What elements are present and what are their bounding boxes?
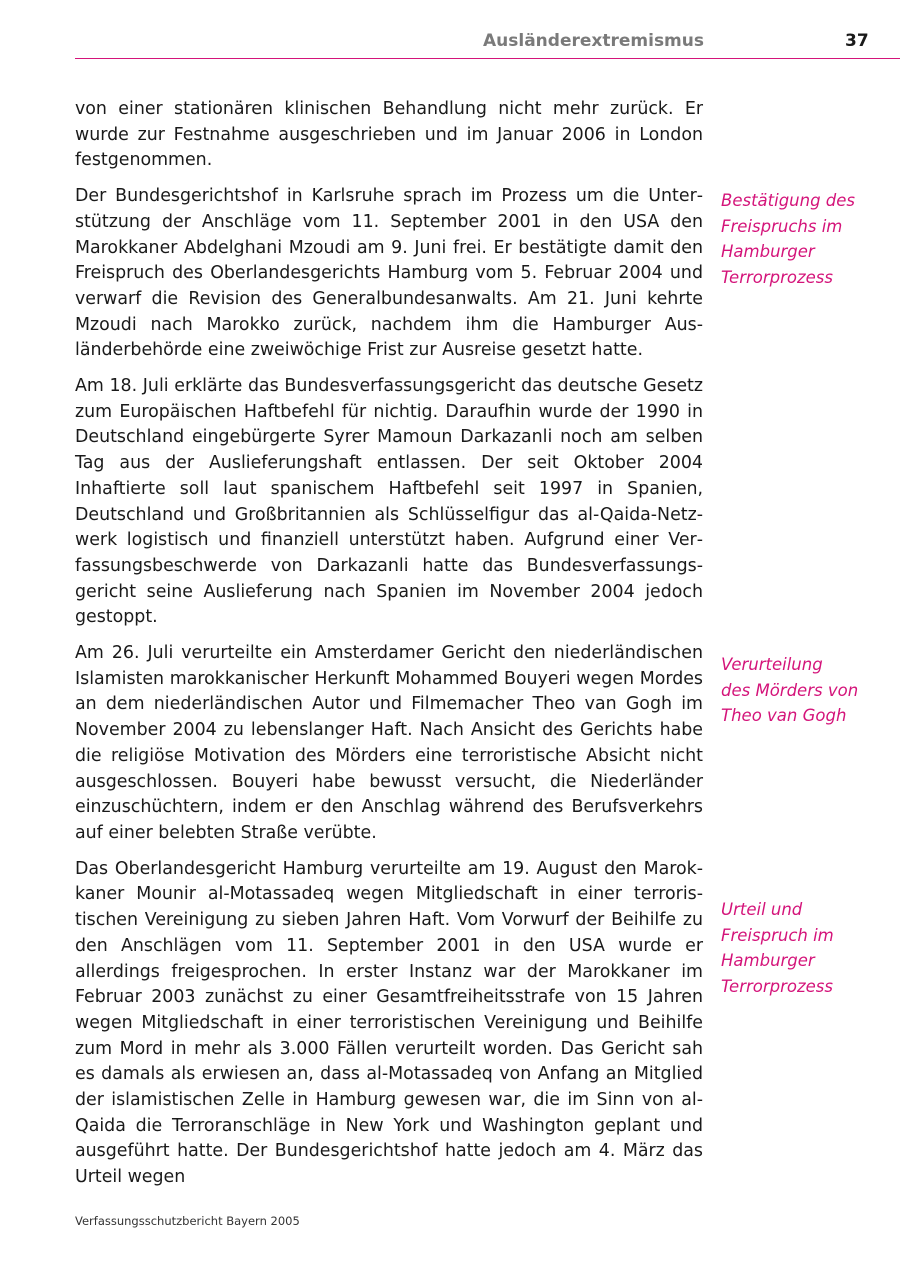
paragraph: von einer stationären klinischen Behandlung nicht mehr zurück. Er wurde zur Festnahme ausgeschrieben und im Januar 2006 in London festgenommen. xyxy=(75,99,703,171)
margin-note-line: des Mörders von xyxy=(721,680,859,700)
margin-note-line: Freispruch im xyxy=(721,925,834,945)
margin-note-line: Verurteilung xyxy=(721,655,823,674)
paragraph: Am 18. Juli erklärte das Bundesverfassungsgericht das deutsche Gesetz zum Europäischen Haftbefehl für nichtig. Daraufhin wurde der 1990 in Deutschland eingebürgerte Syrer Mamoun Darkazanli noch am selben Tag aus der Auslieferungshaft entlassen. Der seit Oktober 2004 Inhaftierte soll laut spanischem Haftbefehl seit 1997 in Spanien, Deutschland und Großbritannien als Schlüsselfigur das al-Qaida-Netzwerk logistisch und finanziell unterstützt haben. Aufgrund einer Verfassungsbeschwerde von Darkazanli hatte das Bundesverfassungsgericht seine Auslieferung nach Spanien im November 2004 jedoch gestoppt. xyxy=(75,376,703,628)
margin-note-line: Hamburger xyxy=(721,242,815,262)
paragraph: Am 26. Juli verurteilte ein Amsterdamer Gericht den niederländischen Islamisten marokkanischer Herkunft Mohammed Bouyeri wegen Mordes an dem niederländischen Autor und Filmemacher Theo van Gogh im November 2004 zu lebenslanger Haft. Nach Ansicht des Gerichts habe die religiöse Motivation des Mörders eine terroristische Absicht nicht ausgeschlossen. Bouyeri habe bewusst versucht, die Niederländer einzuschüchtern, indem er den Anschlag während des Berufsverkehrs auf einer belebten Straße verübte. xyxy=(75,643,703,843)
margin-note-line: Urteil und xyxy=(721,900,803,919)
margin-note-van-gogh xyxy=(721,652,891,729)
margin-note-line: Bestätigung des xyxy=(721,191,856,210)
margin-note-line: Freispruchs im xyxy=(721,216,843,236)
margin-note-line: Hamburger xyxy=(721,951,815,971)
margin-note-line: Theo van Gogh xyxy=(721,706,847,726)
paragraph: Das Oberlandesgericht Hamburg verurteilte am 19. August den Marokkaner Mounir al-Motassadeq wegen Mitgliedschaft in einer terroristischen Vereinigung zu sieben Jahren Haft. Vom Vorwurf der Beihilfe zu den Anschlägen vom 11. September 2001 in den USA wurde er allerdings freigesprochen. In erster Instanz war der Marokkaner im Februar 2003 zunächst zu einer Gesamtfreiheitsstrafe von 15 Jahren wegen Mitgliedschaft in einer terroristischen Vereinigung und Beihilfe zum Mord in mehr als 3.000 Fällen verurteilt worden. Das Gericht sah es damals als erwiesen an, dass al-Motassadeq von Anfang an Mitglied der islamistischen Zelle in Hamburg gewesen war, die im Sinn von al-Qaida die Terroranschläge in New York und Washington geplant und ausgeführt hatte. Der Bundesgerichtshof hatte jedoch am 4. März das Urteil wegen xyxy=(75,858,703,1188)
margin-note-urteil xyxy=(721,897,891,1000)
section-title: Ausländerextremismus xyxy=(483,31,704,51)
margin-note-line: Terrorprozess xyxy=(721,268,833,288)
page-footer: Verfassungsschutzbericht Bayern 2005 xyxy=(75,1214,300,1228)
margin-note-line: Terrorprozess xyxy=(721,977,833,997)
body-text xyxy=(75,97,703,1201)
paragraph: Der Bundesgerichtshof in Karlsruhe sprach im Prozess um die Unterstützung der Anschläge vom 11. September 2001 in den USA den Marokkaner Abdelghani Mzoudi am 9. Juni frei. Er bestätigte damit den Freispruch des Oberlandesgerichts Hamburg vom 5. Februar 2004 und verwarf die Revision des Generalbundesanwalts. Am 21. Juni kehrte Mzoudi nach Marokko zurück, nachdem ihm die Hamburger Ausländerbehörde eine zweiwöchige Frist zur Ausreise gesetzt hatte. xyxy=(75,186,703,361)
page-header xyxy=(75,28,900,59)
margin-note-freispruch xyxy=(721,188,891,291)
page-number: 37 xyxy=(845,31,869,51)
